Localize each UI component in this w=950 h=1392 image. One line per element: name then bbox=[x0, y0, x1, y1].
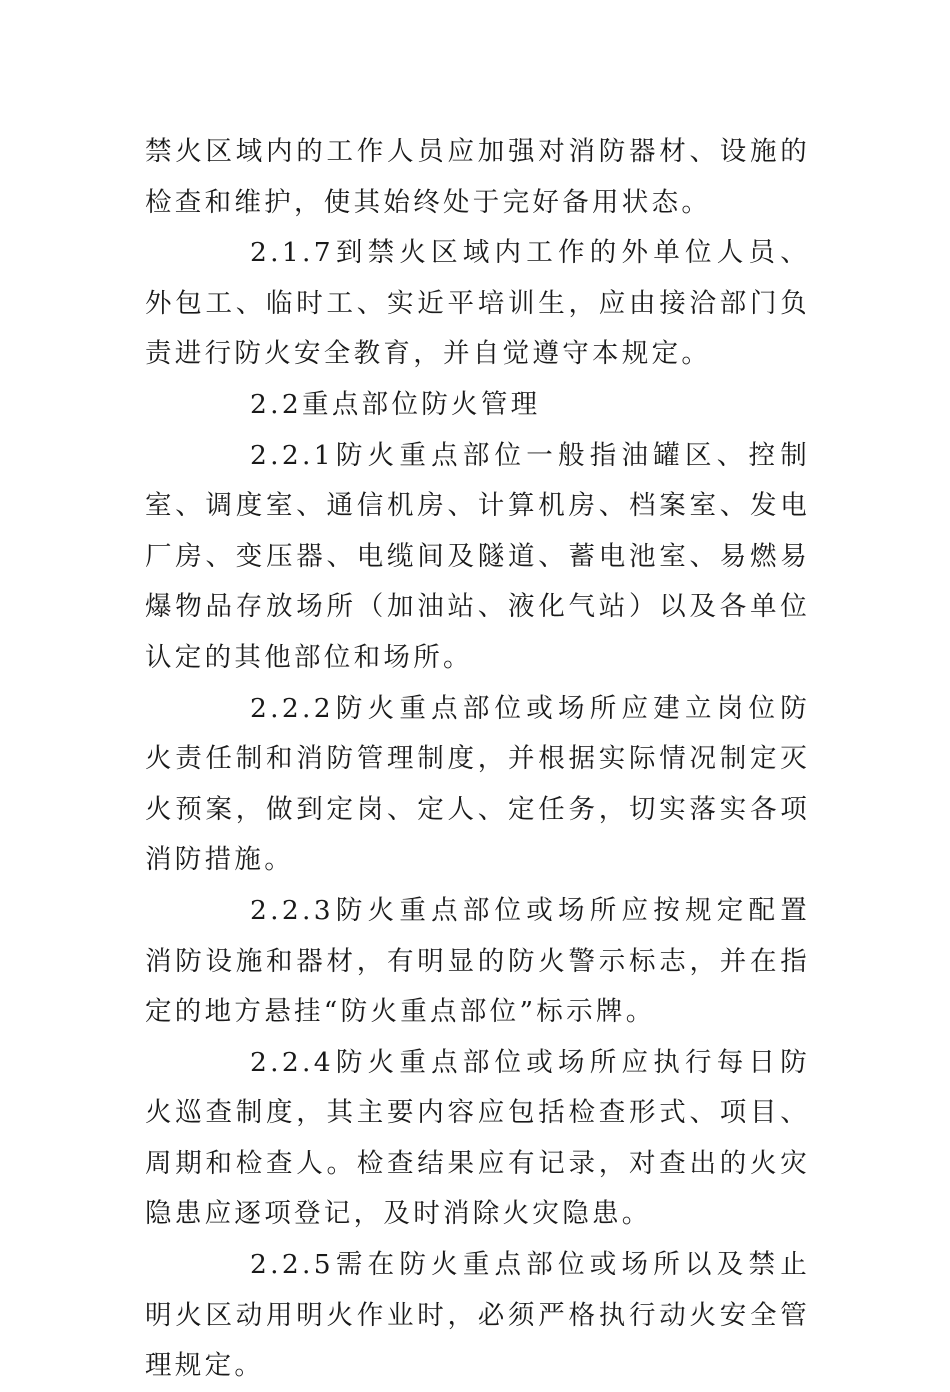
section-heading-2-2: 2.2重点部位防火管理 bbox=[250, 388, 541, 420]
paragraph-2-2-5: 2.2.5需在防火重点部位或场所以及禁止明火区动用明火作业时，必须严格执行动火安全管理规定。 bbox=[145, 1249, 810, 1382]
document-body bbox=[145, 127, 810, 1392]
paragraph-2-2-4: 2.2.4防火重点部位或场所应执行每日防火巡查制度，其主要内容应包括检查形式、项目、周期和检查人。检查结果应有记录，对查出的火灾隐患应逐项登记，及时消除火灾隐患。 bbox=[145, 1046, 810, 1230]
paragraph-2-2-2: 2.2.2防火重点部位或场所应建立岗位防火责任制和消防管理制度，并根据实际情况制定灭火预案，做到定岗、定人、定任务，切实落实各项消防措施。 bbox=[145, 692, 810, 876]
paragraph-continuation: 禁火区域内的工作人员应加强对消防器材、设施的检查和维护，使其始终处于完好备用状态。 bbox=[145, 136, 810, 218]
paragraph-2-2-3: 2.2.3防火重点部位或场所应按规定配置消防设施和器材，有明显的防火警示标志，并在指定的地方悬挂“防火重点部位”标示牌。 bbox=[145, 894, 810, 1028]
paragraph-2-2-1: 2.2.1防火重点部位一般指油罐区、控制室、调度室、通信机房、计算机房、档案室、发电厂房、变压器、电缆间及隧道、蓄电池室、易燃易爆物品存放场所（加油站、液化气站）以及各单位认定的其他部位和场所。 bbox=[145, 439, 810, 673]
paragraph-2-1-7: 2.1.7到禁火区域内工作的外单位人员、外包工、临时工、实近平培训生，应由接洽部门负责进行防火安全教育，并自觉遵守本规定。 bbox=[145, 237, 810, 370]
